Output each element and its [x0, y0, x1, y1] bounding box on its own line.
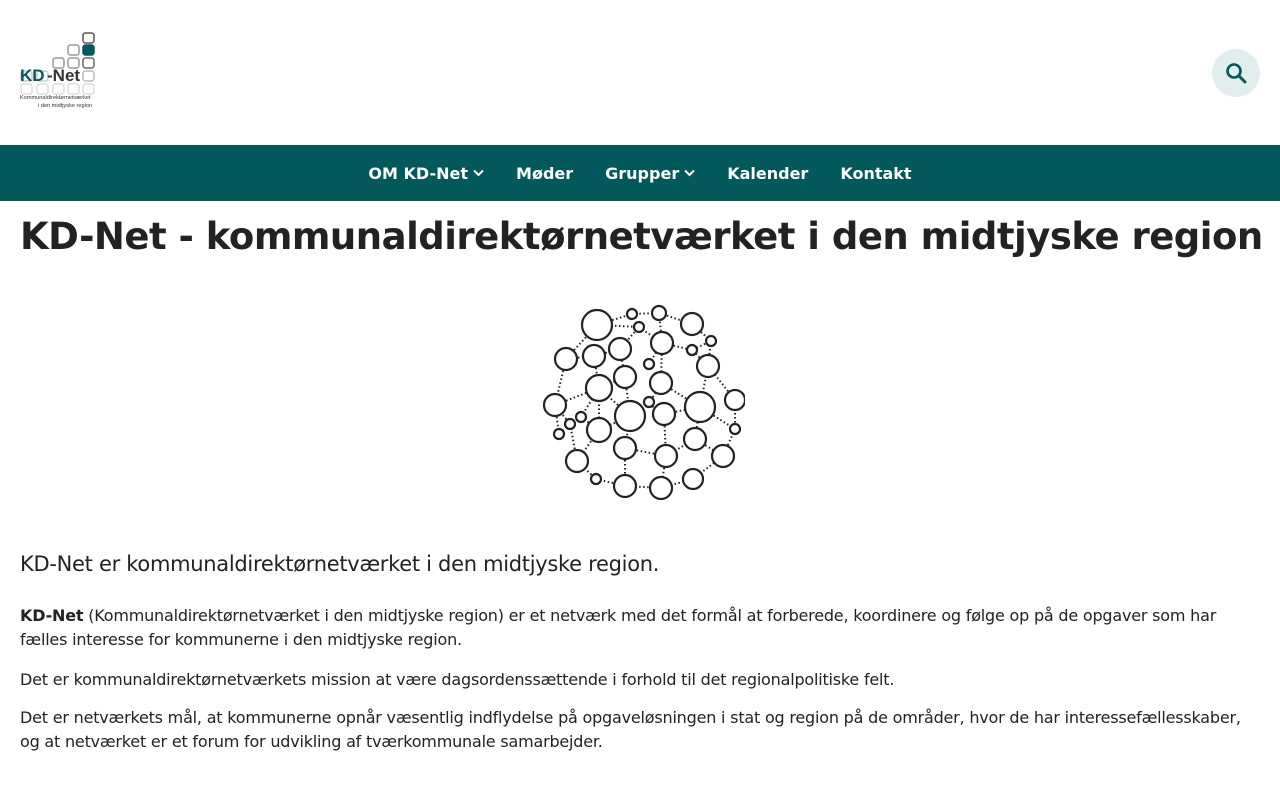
- kd-net-logo-icon: [20, 32, 96, 108]
- svg-text:i den midtjyske region: i den midtjyske region: [38, 103, 93, 108]
- main-nav: [0, 145, 1280, 201]
- mission-paragraph: Det er kommunaldirektørnetværkets mission at være dagsordenssættende i forhold til det regionalpolitiske felt.: [20, 670, 895, 689]
- nav-item-label: Grupper: [605, 163, 680, 183]
- nav-item-om-kd-net[interactable]: [352, 164, 500, 183]
- site-header: [0, 0, 1280, 145]
- svg-text:Kommunaldirektørnetværket: Kommunaldirektørnetværket: [20, 95, 91, 101]
- nav-item-kontakt[interactable]: [824, 164, 927, 183]
- chevron-down-icon: [473, 169, 484, 177]
- network-illustration-icon: [535, 302, 745, 502]
- nav-item-kalender[interactable]: [711, 164, 824, 183]
- nav-item-grupper[interactable]: [589, 164, 711, 183]
- nav-item-label: OM KD-Net: [368, 163, 469, 183]
- network-illustration: [20, 302, 1260, 512]
- intro-paragraph: [20, 604, 1260, 652]
- intro-paragraph-text: (Kommunaldirektørnetværket i den midtjyske region) er et netværk med det formål at forberede, koordinere og følge op på de opgaver som har fælles interesse for kommunerne i den midtjyske region.: [20, 606, 1217, 649]
- kd-net-bold-term: KD-Net: [20, 606, 84, 625]
- main-content: [0, 214, 1280, 754]
- nav-item-label: Møder: [516, 163, 574, 183]
- page-title: KD-Net - kommunaldirektørnetværket i den midtjyske region: [20, 215, 1263, 258]
- goal-paragraph: Det er netværkets mål, at kommunerne opnår væsentlig indflydelse på opgaveløsningen i stat og region på de områder, hvor de har interessefællesskaber, og at netværket er et forum for udvikling af tværkommunale samarbejder.: [20, 708, 1241, 751]
- svg-text:KD: KD: [20, 66, 45, 85]
- intro-lead: KD-Net er kommunaldirektørnetværket i den midtjyske region.: [20, 552, 660, 576]
- search-button[interactable]: [1212, 49, 1260, 97]
- chevron-down-icon: [684, 169, 695, 177]
- nav-item-label: Kalender: [727, 163, 809, 183]
- nav-item-moder[interactable]: [500, 164, 589, 183]
- nav-item-label: Kontakt: [840, 163, 912, 183]
- site-logo[interactable]: [20, 32, 96, 108]
- svg-text:-Net: -Net: [47, 66, 81, 85]
- search-icon: [1225, 62, 1247, 84]
